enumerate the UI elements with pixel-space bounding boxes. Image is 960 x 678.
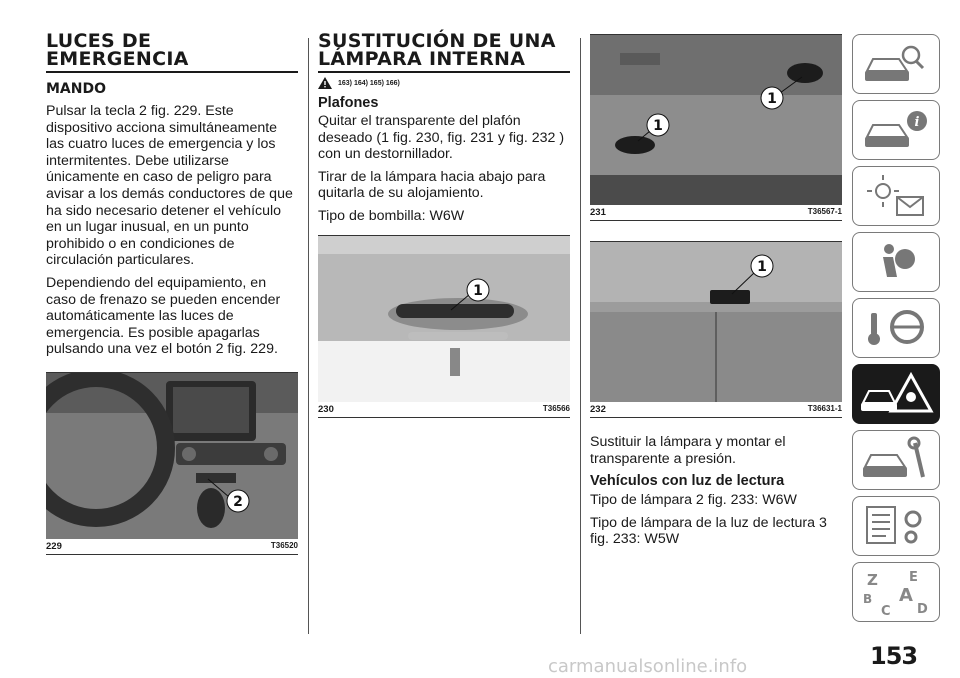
column-2: [318, 0, 570, 418]
tab-dashboard[interactable]: [852, 34, 940, 94]
list-gear-icon: [853, 497, 938, 554]
tab-lights[interactable]: [852, 166, 940, 226]
figure-code: T36567-1: [807, 207, 842, 216]
tab-index[interactable]: [852, 562, 940, 622]
rear-lamp-photo: [590, 242, 842, 402]
light-mail-icon: [853, 167, 938, 224]
figure-232: [590, 241, 842, 402]
airbag-icon: [853, 233, 938, 290]
section-subtitle: MANDO: [46, 81, 107, 97]
figure-caption: [46, 539, 298, 555]
title-rule: [46, 71, 298, 73]
tab-maintenance[interactable]: [852, 430, 940, 490]
svg-text:C: C: [881, 604, 891, 619]
column-divider: [308, 38, 309, 634]
reference-list: 163) 164) 165) 166): [338, 79, 400, 87]
roof-lamps-photo: [590, 35, 842, 205]
dashboard-photo: [46, 373, 298, 539]
column-divider: [580, 38, 581, 634]
callout-1: 1: [473, 282, 483, 299]
column-1: [46, 0, 298, 555]
callout-1: 1: [653, 118, 663, 134]
figure-number: 230: [318, 403, 334, 415]
subsection-heading: Vehículos con luz de lectura: [590, 473, 785, 490]
paragraph: Pulsar la tecla 2 fig. 229. Este dispositivo acciona simultáneamente las cuatro luces de emergencia y los intermitentes. Debe utilizarse únicamente en caso de peligro para avisar a los demás conductores de que ha sido necesario detener el vehículo en un lugar inusual, en un punto prohibido o en condiciones de circulación particulares.: [46, 103, 293, 269]
svg-text:E: E: [909, 570, 918, 585]
section-title: LUCES DE EMERGENCIA: [46, 30, 189, 70]
figure-231: [590, 34, 842, 205]
watermark: carmanualsonline.info: [548, 656, 748, 677]
alphabet-index-icon: [853, 563, 938, 620]
page-number: 153: [870, 642, 918, 670]
paragraph: Tirar de la lámpara hacia abajo para quitarla de su alojamiento.: [318, 168, 546, 202]
callout-2: 2: [233, 493, 243, 510]
figure-code: T36566: [542, 403, 570, 413]
figure-230: [318, 235, 570, 402]
column-3: [590, 0, 842, 554]
callout-1: 1: [757, 259, 767, 275]
paragraph: Tipo de bombilla: W6W: [318, 207, 465, 224]
callout-1: 1: [767, 91, 777, 107]
figure-caption: [590, 402, 842, 418]
figure-229: [46, 372, 298, 539]
car-wrench-icon: [853, 431, 938, 488]
figure-code: T36631-1: [807, 404, 842, 413]
subsection-heading: Plafones: [318, 95, 379, 111]
figure-caption: [318, 402, 570, 418]
svg-text:i: i: [914, 115, 920, 130]
tab-info[interactable]: [852, 100, 940, 160]
paragraph: Sustituir la lámpara y montar el transparente a presión.: [590, 434, 786, 467]
figure-caption: [590, 205, 842, 221]
figure-number: 231: [590, 207, 606, 218]
tab-specs[interactable]: [852, 496, 940, 556]
figure-number: 229: [46, 540, 62, 552]
paragraph: Tipo de lámpara de la luz de lectura 3 fig. 233: W5W: [590, 514, 827, 548]
tab-driving[interactable]: [852, 298, 940, 358]
svg-text:Z: Z: [867, 571, 878, 589]
tab-emergency[interactable]: [852, 364, 940, 424]
warning-references: [318, 77, 570, 89]
car-search-icon: [853, 35, 938, 92]
svg-text:D: D: [917, 602, 928, 617]
car-info-icon: [853, 101, 938, 158]
paragraph: Tipo de lámpara 2 fig. 233: W6W: [590, 492, 797, 509]
section-title: SUSTITUCIÓN DE UNA LÁMPARA INTERNA: [318, 30, 556, 70]
figure-code: T36520: [270, 540, 298, 550]
ceiling-lamp-photo: [318, 236, 570, 402]
svg-text:A: A: [899, 585, 913, 606]
title-rule: [318, 71, 570, 73]
warning-triangle-icon: [853, 365, 938, 422]
svg-text:B: B: [863, 592, 873, 606]
tab-safety[interactable]: [852, 232, 940, 292]
paragraph: Dependiendo del equipamiento, en caso de frenazo se pueden encender automáticamente las luces de emergencia. Es posible apagarlas pulsando una vez el botón 2 fig. 229.: [46, 274, 281, 358]
warning-icon: [318, 77, 332, 89]
key-steering-icon: [853, 299, 938, 356]
figure-number: 232: [590, 404, 606, 415]
paragraph: Quitar el transparente del plafón deseado (1 fig. 230, fig. 231 y fig. 232 ) con un destornillador.: [318, 113, 565, 163]
